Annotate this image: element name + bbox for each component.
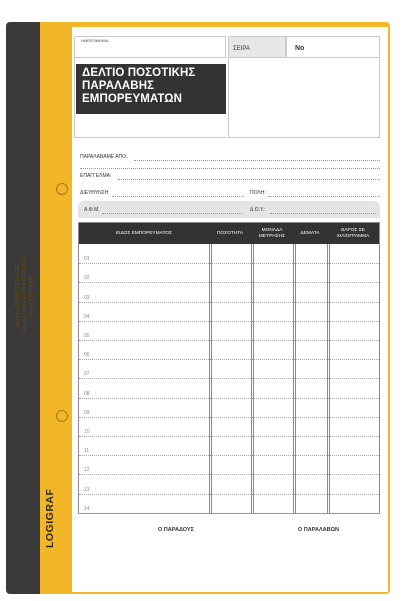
seira-cell[interactable] [228, 36, 286, 58]
spine-info [15, 221, 51, 371]
table-row[interactable] [79, 474, 379, 475]
table-row[interactable] [79, 378, 379, 379]
title-line: ΔΕΛΤΙΟ ΠΟΣΟΤΙΚΗΣ [82, 67, 196, 79]
address-label: ΔΙΕΥΘΥΝΣΗ [80, 190, 109, 196]
col-header-weight: ΒΑΡΟΣ ΣΕ ΧΙΛΙΟΓΡΑΜΜΑ [336, 228, 370, 239]
table-row[interactable] [79, 494, 379, 495]
col-header-unit: ΜΟΝΑΔΑ ΜΕΤΡΗΣΗΣ [258, 228, 286, 239]
row-number: 03 [84, 294, 90, 301]
row-number: 11 [84, 448, 90, 455]
title-line: ΠΑΡΑΛΑΒΗΣ [82, 80, 155, 92]
table-row[interactable] [79, 321, 379, 322]
title-line: ΕΜΠΟΡΕΥΜΑΤΩΝ [82, 93, 182, 105]
binder-hole-top [56, 183, 68, 195]
received-from-line-2[interactable] [80, 168, 380, 169]
form-sheet [72, 27, 388, 592]
issuer-box[interactable] [228, 58, 380, 138]
row-number: 01 [84, 256, 90, 263]
spine-line: Ρ40 ΑΝΤΙΓΡΑΦΟ [29, 275, 35, 318]
table-row[interactable] [79, 436, 379, 437]
col-header-quantity: ΠΟΣΟΤΗΤΑ [216, 230, 244, 236]
afm-label: Α.Φ.Μ. [84, 207, 100, 213]
table-row[interactable] [79, 359, 379, 360]
number-label: Νο [295, 45, 305, 52]
row-number: 02 [84, 275, 90, 282]
row-number: 09 [84, 409, 90, 416]
number-cell[interactable] [286, 36, 380, 58]
row-number: 07 [84, 371, 90, 378]
table-row[interactable] [79, 282, 379, 283]
city-line[interactable] [268, 196, 380, 197]
brand-logo: LOGIGRAF [44, 488, 56, 548]
doy-line[interactable] [270, 213, 376, 214]
seira-label: ΣΕΙΡΑ [233, 46, 250, 52]
col-header-packages: ΔΕΜΑΤΑ [300, 230, 320, 236]
col-header-item: ΕΙΔΟΣ ΕΜΠΟΡΕΥΜΑΤΟΣ [115, 230, 173, 236]
table-header [79, 223, 379, 244]
tax-info-band [78, 201, 380, 218]
spine-line: Λευκό/Κίτρινο ΕΞΥΠΗΡΕΤΗΣΗ [22, 257, 28, 335]
date-label: ΗΜΕΡΟΜΗΝΙΑ [81, 38, 109, 43]
document-title [76, 64, 226, 114]
table-row[interactable] [79, 513, 379, 514]
received-from-line[interactable] [134, 160, 380, 161]
table-row[interactable] [79, 263, 379, 264]
spine-line: Αντιγρ. ΤΕΛΟΣ ΣΤΕΛΙΟΣ [15, 265, 21, 327]
row-number: 13 [84, 486, 90, 493]
row-number: 12 [84, 467, 90, 474]
date-box[interactable] [74, 36, 226, 58]
goods-table [78, 222, 380, 514]
table-row[interactable] [79, 302, 379, 303]
profession-line[interactable] [118, 179, 380, 180]
deliverer-signature-label: Ο ΠΑΡΑΔΟΥΣ [158, 527, 194, 533]
row-number: 05 [84, 333, 90, 339]
table-row[interactable] [79, 455, 379, 456]
address-line[interactable] [112, 196, 244, 197]
afm-line[interactable] [102, 213, 242, 214]
table-row[interactable] [79, 417, 379, 418]
binder-hole-bottom [56, 410, 68, 422]
received-from-label: ΠΑΡΑΛΑΒΑΜΕ ΑΠΟ: [80, 154, 128, 160]
row-number: 08 [84, 390, 90, 397]
receiver-signature-label: Ο ΠΑΡΑΛΑΒΩΝ [298, 527, 339, 533]
city-label: ΠΟΛΗ: [250, 190, 266, 196]
row-number: 06 [84, 352, 90, 359]
row-number: 14 [84, 505, 90, 512]
row-number: 04 [84, 313, 90, 320]
table-row[interactable] [79, 398, 379, 399]
row-number: 10 [84, 429, 90, 435]
doy-label: Δ.Ο.Υ.: [250, 207, 266, 213]
table-row[interactable] [79, 340, 379, 341]
profession-label: ΕΠΑΓΓΕΛΜΑ: [80, 173, 112, 179]
